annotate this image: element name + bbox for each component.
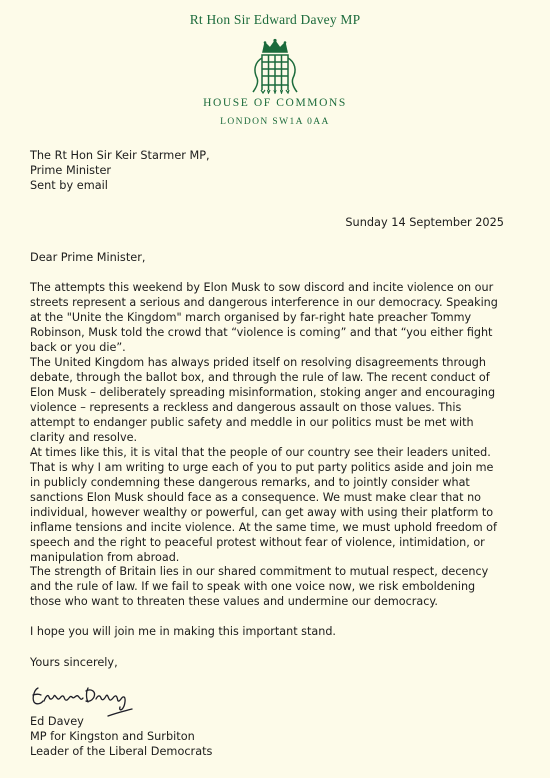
mp-name: Rt Hon Sir Edward Davey MP bbox=[189, 12, 361, 27]
body-paragraph-3: At times like this, it is vital that the people of our country see their leaders united. That is why I am writing to urge each of you to put party politics aside and join me in publicly condemning these dangerous remarks, and to jointly consider what sanctions Elon Musk should face as a consequence. We must make clear that no individual, however wealthy or powerful, can get away with using their platform to inflame tensions and incite violence. At the same time, we must uphold freedom of speech and the right to peaceful protest without fear of violence, intimidation, or manipulation from abroad. bbox=[30, 446, 497, 564]
postal-address: LONDON SW1A 0AA bbox=[220, 117, 330, 127]
body-paragraph-5: I hope you will join me in making this important stand. bbox=[30, 625, 336, 638]
body-paragraph-4: The strength of Britain lies in our shared commitment to mutual respect, decency and the rule of law. If we fail to speak with one voice now, we risk emboldening those who want to threaten these values and undermine our democracy. bbox=[30, 565, 489, 608]
recipient-address bbox=[30, 148, 510, 193]
recipient-line: The Rt Hon Sir Keir Starmer MP, bbox=[30, 149, 210, 162]
signatory-name: Ed Davey bbox=[30, 715, 84, 728]
recipient-line: Sent by email bbox=[30, 179, 108, 192]
body-paragraph-2: The United Kingdom has always prided itself on resolving disagreements through debate, through the ballot box, and through the rule of law. The recent conduct of Elon Musk – deliberately spreading misinformation, stoking anger and encouraging violence – represents a reckless and dangerous assault on those values. This attempt to endanger public safety and meddle in our politics must be met with clarity and resolve. bbox=[30, 356, 496, 444]
salutation: Dear Prime Minister, bbox=[30, 251, 146, 264]
portcullis-crest-icon bbox=[249, 38, 301, 94]
signatory-block bbox=[30, 714, 510, 759]
letter-date: Sunday 14 September 2025 bbox=[345, 216, 504, 229]
body-paragraph-1: The attempts this weekend by Elon Musk to sow discord and incite violence on our streets represent a serious and dangerous interference in our democracy. Speaking at the "Unite the Kingdom" march organised by far-right hate preacher Tommy Robinson, Musk told the crowd that “violence is coming” and that “you either fight back or you die”. bbox=[30, 281, 498, 354]
closing: Yours sincerely, bbox=[30, 656, 118, 669]
house-of-commons-title: HOUSE OF COMMONS bbox=[203, 97, 347, 109]
recipient-line: Prime Minister bbox=[30, 164, 112, 177]
signatory-constituency: MP for Kingston and Surbiton bbox=[30, 730, 195, 743]
signatory-role: Leader of the Liberal Democrats bbox=[30, 745, 213, 758]
